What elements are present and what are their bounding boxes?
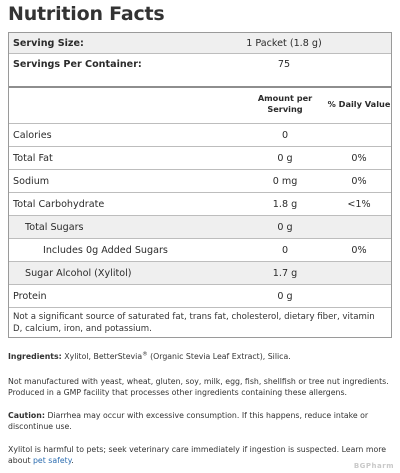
servings-per-container-value: 75 (277, 58, 291, 70)
nutrient-amount: 0 g (277, 152, 293, 164)
pet-warning-tail: . (71, 456, 74, 466)
nutrient-daily-value: 0% (351, 175, 367, 187)
divider (9, 307, 391, 308)
nutrient-label: Sugar Alcohol (Xylitol) (25, 267, 132, 279)
registered-mark: ® (142, 351, 148, 358)
nutrient-amount: 0 (281, 244, 289, 256)
nutrition-facts-panel (8, 32, 392, 338)
nutrient-daily-value: 0% (351, 152, 367, 164)
nutrient-label: Includes 0g Added Sugars (43, 244, 168, 256)
nutrient-label: Total Carbohydrate (13, 198, 105, 210)
nutrient-amount: 0 g (277, 290, 293, 302)
nutrient-row-sodium (9, 170, 391, 192)
caution-label: Caution: (8, 411, 45, 420)
nutrient-label: Sodium (13, 175, 50, 187)
pet-warning-paragraph (8, 444, 394, 466)
servings-per-container-row (9, 54, 391, 74)
serving-size-row (9, 33, 391, 53)
amount-header-line1: Amount per (257, 93, 313, 103)
pet-safety-link[interactable]: pet safety (32, 456, 72, 466)
nutrient-row-added-sugars (9, 239, 391, 261)
daily-value-header: % Daily Value (327, 99, 391, 109)
nutrient-amount: 0 (281, 129, 289, 141)
nutrient-amount: 0 mg (272, 175, 298, 187)
nutrition-facts-title: Nutrition Facts (8, 3, 165, 25)
nutrient-row-sugar-alcohol (9, 262, 391, 284)
ingredients-label: Ingredients: (8, 352, 62, 361)
nutrient-amount: 1.8 g (272, 198, 298, 210)
watermark: BGPharm (353, 462, 394, 470)
nutrient-label: Calories (13, 129, 52, 141)
nutrient-daily-value: 0% (351, 244, 367, 256)
nutrient-row-total-carbohydrate (9, 193, 391, 215)
nutrient-row-protein (9, 285, 391, 307)
servings-per-container-label: Servings Per Container: (13, 58, 142, 70)
nutrient-row-total-sugars (9, 216, 391, 238)
thick-divider (9, 86, 391, 88)
nutrient-amount: 1.7 g (272, 267, 298, 279)
nutrient-amount: 0 g (277, 221, 293, 233)
amount-header-line2: Serving (267, 104, 303, 114)
allergen-paragraph: Not manufactured with yeast, wheat, gluten, soy, milk, egg, fish, shellfish or tree nut ingredients. Produced in a GMP facility that processes other ingredients containing these allergens. (8, 377, 389, 398)
nutrient-label: Total Sugars (25, 221, 84, 233)
ingredients-text-b: (Organic Stevia Leaf Extract), Silica. (147, 352, 291, 361)
caution-text: Diarrhea may occur with excessive consumption. If this happens, reduce intake or discontinue use. (8, 411, 369, 432)
nutrient-label: Total Fat (13, 152, 53, 164)
pet-warning-text: Xylitol is harmful to pets; seek veterinary care immediately if ingestion is suspected. Learn more about (8, 445, 387, 466)
nutrient-row-calories (9, 124, 391, 146)
amount-per-serving-header (243, 93, 327, 115)
caution-paragraph (8, 410, 394, 432)
nutrition-footnote: Not a significant source of saturated fat, trans fat, cholesterol, dietary fiber, vitamin D, calcium, iron, and potassium. (13, 312, 375, 335)
ingredients-text: Xylitol, BetterStevia (64, 352, 143, 361)
serving-size-label: Serving Size: (13, 37, 84, 49)
serving-size-value: 1 Packet (1.8 g) (246, 37, 322, 49)
ingredients-paragraph (8, 351, 394, 362)
nutrient-row-total-fat (9, 147, 391, 169)
nutrient-label: Protein (13, 290, 47, 302)
nutrient-daily-value: <1% (347, 198, 371, 210)
